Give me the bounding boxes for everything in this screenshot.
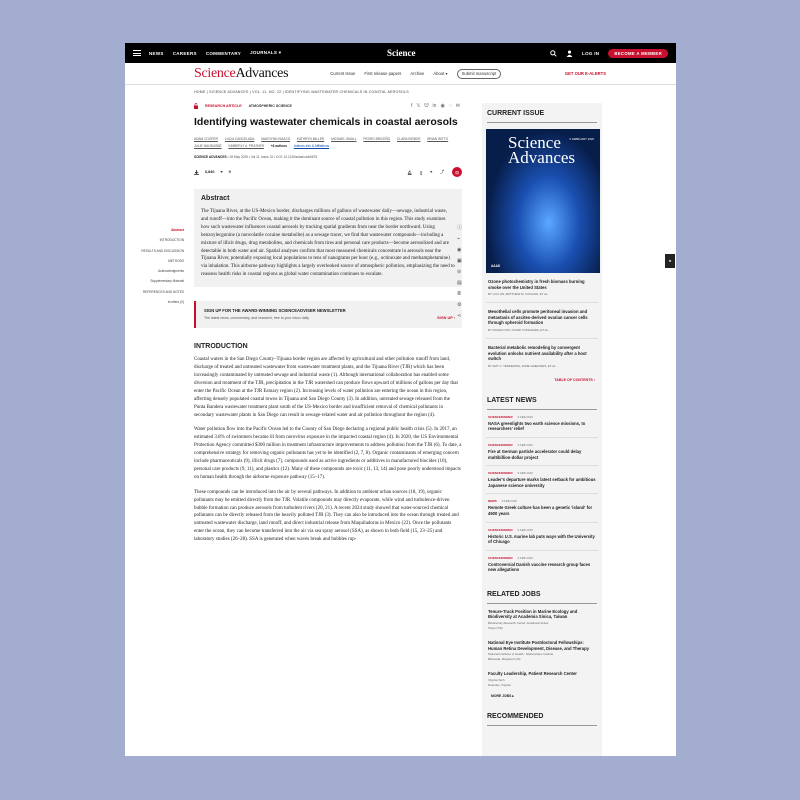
download-icon	[194, 170, 199, 175]
intro-paragraph: Water pollution flow into the Pacific Ocean led to the County of San Diego declaring a regional public health crisis (5). In 2017, an estimated 3.8% of swimmers became ill from norovirus exposure in the impacted coastal region (4). In 2020, the US Environmental Protection Agency committed $300 million in treatment infrastructure improvements to address pollution from the TJR (6). To date, a comprehensive strategy for removing organic pollutants has yet to be identified (2, 7, 8). Organic contaminants of emerging concern include pharmaceuticals (9), illicit drugs (7), compounds used as active ingredients or additives in manufactured biocides (10), personal care products (9, 11), and plastics (12). Many of these compounds are toxic (11, 13, 14) and pose poorly understood impacts on human health through the airborne exposure pathway (15–17).	[194, 427, 462, 480]
journal-name: SCIENCE ADVANCES	[194, 155, 227, 159]
nav-about[interactable]: About ▾	[433, 71, 448, 76]
author-link[interactable]: MICHAEL SMALL	[331, 137, 357, 141]
toc-item[interactable]: RESULTS AND DISCUSSION	[141, 248, 184, 253]
toc-item[interactable]: Supplementary Material	[150, 279, 184, 284]
search-icon[interactable]	[550, 50, 557, 57]
email-icon[interactable]: ✉	[455, 103, 460, 109]
author-link[interactable]: LUCIA CANCELADA	[224, 137, 255, 141]
reddit-icon[interactable]: ◉	[440, 103, 445, 109]
more-authors-toggle[interactable]: +6 authors	[270, 144, 288, 148]
abstract-text: The Tijuana River, at the US-Mexico border, discharges millions of gallons of wastewater daily—sewage, industrial waste, and runoff—into the Pacific Ocean, making it the dominant source of coastal pollution in this region. This study examines how such wastewater influences coastal aerosols by tracking spatial gradients from near the border northward. Using benzoylecgonine (a nonvolatile cocaine metabolite) as a sewage tracer, we find that wastewater compounds—including a mixture of illicit drugs, drug metabolites, and chemicals from tires and personal care products—become aerosolized and are detectable in both water and air. Spatial analyses confirm that most measured chemicals concentrate in aerosols near the Tijuana River, potentially exposing local populations to tens of nanograms per hour (e.g., octinoxate and methamphetamine) via inhalation. This airborne pathway highlights a largely overlooked source of atmospheric pollution, emphasizing the need to reassess health risks in coastal regions as global water contamination continues to escalate.	[201, 209, 455, 278]
issue-article[interactable]: Mesothelial cells promote peritoneal invasion and metastasis of ascites-derived ovarian cancer cells through spheroid formation BY KANAKO INO, KAORI TOSHIHARA, ET AL.	[486, 303, 598, 339]
metrics-icon[interactable]: ⌁	[457, 236, 461, 242]
article-toc	[139, 225, 184, 307]
wechat-icon[interactable]: ◌	[448, 103, 452, 109]
browser-page	[125, 43, 676, 756]
bluesky-icon[interactable]: ᗢ	[424, 103, 429, 109]
user-icon[interactable]	[566, 50, 573, 57]
journal-header	[125, 63, 676, 85]
image-icon[interactable]: ▣	[457, 258, 462, 264]
recommended-heading: RECOMMENDED	[487, 706, 597, 726]
pdf-icon[interactable]: ⊡	[452, 167, 462, 177]
nav-first-release[interactable]: First release papers	[364, 71, 402, 76]
toc-item[interactable]: Acknowledgments	[158, 269, 184, 274]
table-of-contents-link[interactable]: TABLE OF CONTENTS ›	[554, 377, 595, 382]
tool-rail	[457, 224, 462, 319]
e-alerts-link[interactable]: GET OUR E-ALERTS	[564, 71, 606, 76]
sidebar	[482, 103, 602, 756]
abstract-section	[194, 189, 462, 287]
nav-commentary[interactable]: COMMENTARY	[205, 50, 242, 56]
introduction-section	[194, 343, 462, 544]
doi-link[interactable]: DOI: 10.1126/sciadv.adr6675	[276, 155, 318, 159]
breadcrumb[interactable]: HOME | SCIENCE ADVANCES | VOL. 11, NO. 22 | IDENTIFYING WASTEWATER CHEMICALS IN COASTAL AEROSOLS	[194, 90, 409, 94]
top-nav	[125, 43, 676, 63]
feedback-tab[interactable]: ⇆	[665, 254, 675, 268]
toc-item[interactable]: METHODS	[168, 258, 184, 263]
introduction-heading: INTRODUCTION	[194, 343, 248, 351]
share-rail-icon[interactable]: ⋖	[457, 313, 462, 319]
job-listing[interactable]: Faculty Leadership, Patient Research Center Virginia Tech Roanoke, Virginia	[488, 671, 577, 687]
article	[194, 103, 462, 551]
latest-news-heading: LATEST NEWS	[487, 390, 597, 410]
author-link[interactable]: MAEGYNN ISAACS	[261, 137, 290, 141]
views-count: 6,840	[205, 170, 215, 174]
author-link[interactable]: KATHRYN MILLER	[296, 137, 325, 141]
toc-item[interactable]: Abstract	[171, 228, 184, 232]
linkedin-icon[interactable]: in	[432, 103, 437, 109]
news-item[interactable]: SCIENCEINSIDER 6 FEB 2026 Controversial Danish vaccine research group faces new allegations	[488, 555, 591, 573]
job-listing[interactable]: National Eye Institute Postdoctoral Fellowships: Human Retina Development, Disease, and Therapy National Institutes of Health - National Eye Institute Bethesda, Maryland (US)	[488, 640, 589, 662]
quote-icon[interactable]: ❝	[430, 170, 433, 175]
x-icon[interactable]: 𝕏	[416, 103, 421, 109]
article-topic[interactable]: ATMOSPHERIC SCIENCE	[248, 104, 292, 108]
nav-careers[interactable]: CAREERS	[172, 50, 197, 56]
affiliations-link[interactable]: Authors Info & Affiliations	[293, 144, 330, 148]
author-link[interactable]: ADAM COOPER	[194, 137, 218, 141]
menu-icon[interactable]	[133, 50, 141, 56]
more-jobs-link[interactable]: MORE JOBS ▸	[491, 693, 514, 698]
job-listing[interactable]: Tenure-Track Position in Marine Ecology and Biodiversity at Academia Sinica, Taiwan Biodiversity Research Center, Academia Sinica Taipei (TW)	[488, 608, 578, 631]
nav-archive[interactable]: Archive	[410, 71, 425, 76]
link-icon[interactable]: ⊘	[457, 269, 462, 275]
volume-issue[interactable]: Vol 11, Issue 22	[250, 155, 274, 159]
references-icon[interactable]: ≣	[457, 291, 462, 297]
news-item[interactable]: SCIENCEINSIDER 9 FEB 2026 Fire at German particle accelerator could delay multibillion-dollar project	[486, 438, 598, 466]
author-list	[194, 136, 462, 150]
article-title: Identifying wastewater chemicals in coastal aerosols	[194, 116, 458, 128]
publication-info: SCIENCE ADVANCES • 28 May 2025 • Vol 11, Issue 22 • DOI: 10.1126/sciadv.adr6675	[194, 155, 318, 159]
nav-news[interactable]: NEWS	[149, 50, 164, 56]
settings-icon[interactable]: ⚙	[457, 302, 462, 308]
table-icon[interactable]: ▤	[457, 280, 462, 286]
science-advances-logo[interactable]: ScienceAdvances	[194, 65, 289, 81]
toc-item[interactable]: INTRODUCTION	[159, 238, 184, 243]
newsletter-subtitle: The latest news, commentary, and research, free to your inbox daily	[204, 316, 309, 321]
comment-icon: ❞	[220, 170, 223, 175]
become-member-button[interactable]: BECOME A MEMBER	[608, 49, 668, 58]
author-link[interactable]: KIMBERLY A. PRATHER	[228, 144, 264, 148]
author-link[interactable]: JULIE NAVIDASBÉ	[194, 144, 222, 148]
toc-item[interactable]: eLetters (0)	[167, 300, 184, 305]
article-type: RESEARCH ARTICLE	[205, 104, 242, 108]
facebook-icon[interactable]: f	[410, 103, 413, 109]
eye-icon[interactable]: ◉	[457, 247, 462, 253]
share-icon[interactable]: ⤴	[440, 169, 444, 174]
bookmark-icon[interactable]: ▯	[420, 170, 423, 175]
author-link[interactable]: BRIAN WITTO	[427, 137, 449, 141]
news-item[interactable]: SCIENCEINSIDER 6 FEB 2026 Historic U.S. marine lab puts ways with the University of Chicago	[486, 523, 598, 551]
lock-icon	[194, 103, 198, 109]
nav-journals[interactable]: JOURNALS ▾	[250, 50, 282, 55]
science-brand[interactable]: Science	[387, 48, 416, 58]
newsletter-banner	[194, 301, 462, 328]
share-bar	[411, 103, 460, 109]
info-icon[interactable]: ⓘ	[457, 225, 463, 231]
author-link[interactable]: PEDRO BRICEÑO	[363, 137, 391, 141]
abstract-heading: Abstract	[201, 195, 230, 202]
submit-manuscript-button[interactable]: Submit manuscript	[457, 69, 502, 79]
author-link[interactable]: CLARA KIRBOS	[397, 137, 421, 141]
news-item[interactable]: NEWS 9 FEB 2026 Remote Greek culture has been a genetic 'island' for 4500 years	[486, 494, 598, 522]
news-item[interactable]: SCIENCEINSIDER 9 FEB 2026 NASA greenlights two earth science missions, to researchers' relief	[486, 410, 598, 438]
intro-paragraph: These compounds can be introduced into the air by several pathways. In addition to ambient urban sources (18, 19), organic pollutants may be emitted directly from the TJR. Volatile compounds may directly evaporate, while wind and turbulence-driven bubble formation can produce aerosols from turbulent rivers (20, 21). A recent 2024 study showed that water-sourced chemical pollutants can be directly released from the heavily polluted TJR (3). They can also be introduced into the ocean through treated and untreated wastewater discharge, land runoff, and direct industrial release from Maquiladoras in Mexico (22). Once the pollutants enter the ocean, they can become transferred into the air via sea spray aerosol (SSA), as shown in both field (15, 23–25) and laboratory studies (26–28). SSA is generated when waves break and bubbles rup-	[194, 489, 459, 543]
pub-date: 28 May 2025	[229, 155, 248, 159]
newsletter-title: SIGN UP FOR THE AWARD-WINNING SCIENCEADVISER NEWSLETTER	[204, 308, 346, 314]
newsletter-signup-button[interactable]: SIGN UP ›	[437, 316, 455, 321]
news-item[interactable]: SCIENCEINSIDER 9 FEB 2026 Leader's departure marks latest setback for ambitious Japanese science university	[486, 466, 598, 494]
toc-item[interactable]: REFERENCES AND NOTES	[142, 289, 184, 294]
issue-article[interactable]: Bacterial metabolic remodeling by convergent evolution unlocks nutrient availability after a host switch BY AMY C. TENDERING, ANNE GREETERS, ET AL.	[488, 344, 587, 368]
intro-paragraph: Coastal waters in the San Diego County–Tijuana border region are affected by agricultural and other pollution runoff from land, discharge of treated and untreated wastewater from wastewater treatment plants, and the Tijuana River (TJR) which has been increasingly contaminated by untreated sewage and industrial waste (1). Although international collaboration has enabled some diversion and treatment of the TJR, precipitation in the TJR watershed can produce flows upward of millions of gallons per day that enter the Pacific Ocean at the TJR Estuary region (2). Increasing levels of water pollution are entering the ocean in this region, affecting densely populated coastal towns in Tijuana and San Diego County (3). In addition, untreated sewage released from the Punta Bandera wastewater treatment plant south of the US-Mexico border and insufficient removal of chemical pollutants in secondary wastewater plants in San Diego can result in sewage-related water and air pollution throughout the region (4).	[194, 357, 458, 418]
related-jobs-heading: RELATED JOBS	[487, 584, 597, 604]
current-issue-heading: CURRENT ISSUE	[487, 103, 597, 123]
article-metrics	[194, 167, 462, 177]
nav-current-issue[interactable]: Current Issue	[330, 71, 356, 76]
bell-icon[interactable]: 🔔︎	[407, 170, 413, 175]
issue-article[interactable]: Ozone photochemistry in fresh biomass burning smoke over the United States BY LIXU JIN, MATTHEW M. COGGON, ET AL.	[486, 273, 598, 303]
issue-cover-image[interactable]: Science Advances 6 FEBRUARY 2026 AAAS	[486, 129, 600, 273]
comments-count: 9	[228, 170, 231, 174]
login-link[interactable]: LOG IN	[582, 50, 600, 56]
